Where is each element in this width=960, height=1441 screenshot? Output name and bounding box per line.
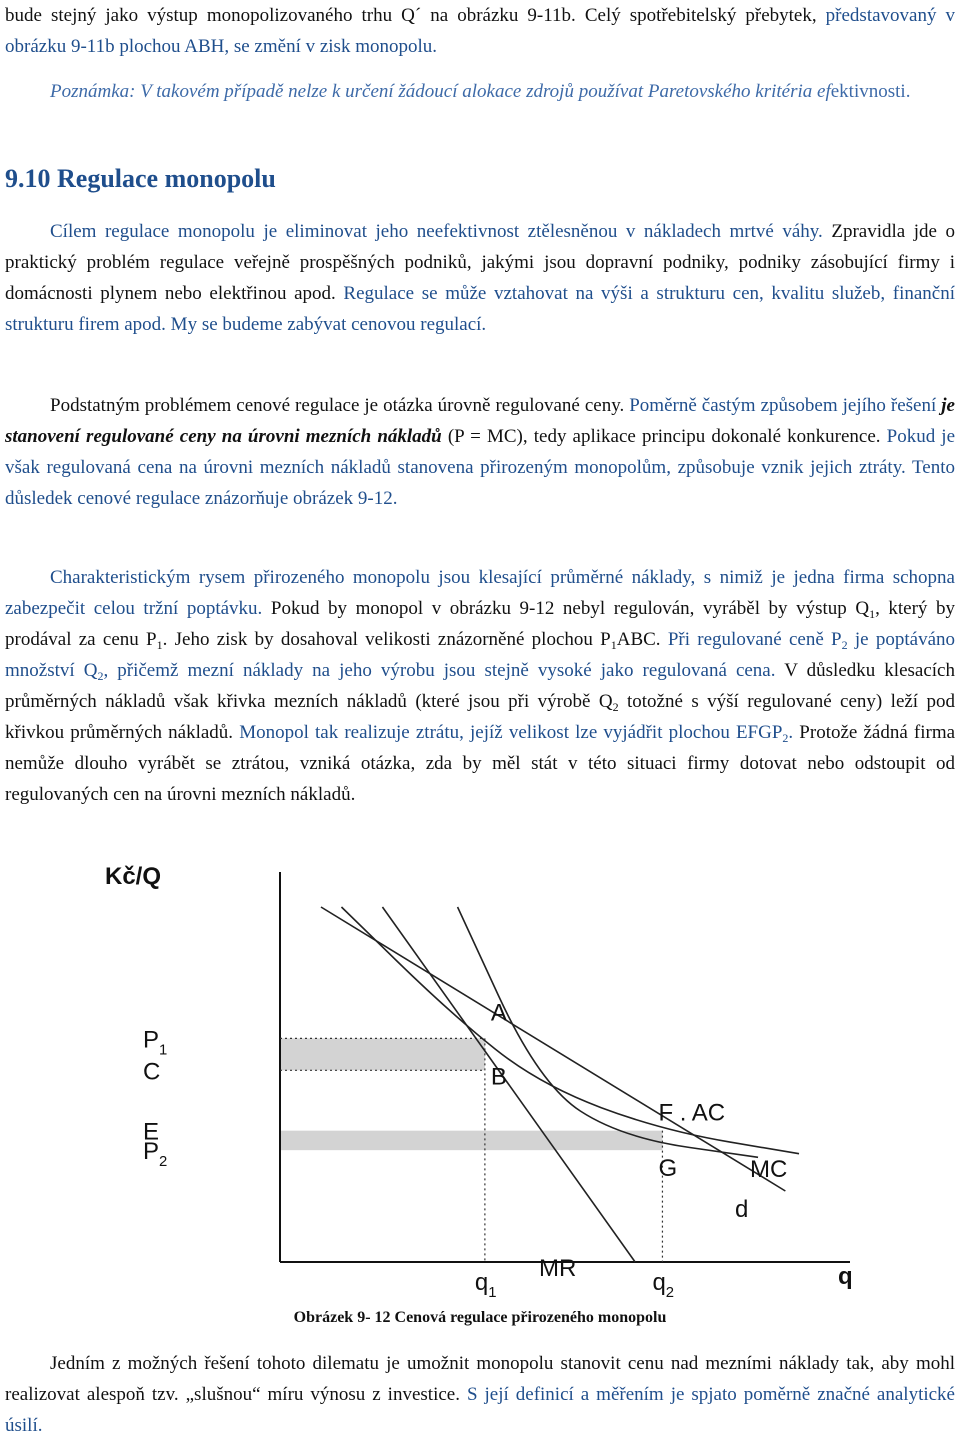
section-heading <box>5 162 276 196</box>
nm-s5: ABC. <box>616 629 661 650</box>
paragraph-solution <box>5 1348 955 1441</box>
pr-s4: Pokud je však regulovaná cena na úrovni mezních nákladů stanovena přirozeným monopolům, způsobuje vznik jejich ztráty. Tento důsledek cenové regulace znázorňuje obrázek 9-12. <box>5 426 956 509</box>
y-tick-e: E <box>143 1118 160 1146</box>
nm-sub6: 2 <box>612 700 619 714</box>
figure-caption: Obrázek 9- 12 Cenová regulace přirozeného monopolu <box>293 1309 667 1326</box>
nm-s13: Protože žádná firma nemůže dlouho vyrábět se ztrátou, vzniká otázka, zda by měl stát v této situaci firmy dotovat nebo odstoupit od regulovaných cen na úrovni mezních nákladů. <box>5 722 956 805</box>
top-paragraph-line2: představovaný v obrázku 9-11b plochou ABH, se změní v zisk monopolu. <box>5 5 956 57</box>
nm-s8: , přičemž mezní náklady na jeho výrobu jsou stejně vysoké jako regulovaná cena. <box>103 660 776 681</box>
curve-label-mc: MC <box>750 1156 788 1183</box>
top-paragraph <box>5 0 955 62</box>
point-label-3: G <box>658 1155 678 1183</box>
curve-label-mr: MR <box>539 1255 577 1282</box>
point-label-2: F . AC <box>658 1099 726 1127</box>
paragraph-goal-s2: Zpravidla jde o praktický problém regulace veřejně prospěšných podniků, jakými jsou dopravní podniky, podniky zásobující firmy i domácnosti plynem nebo elektřinou apod. <box>5 221 955 304</box>
nm-sub7: 2 <box>782 731 789 745</box>
paragraph-price-regulation <box>5 390 955 514</box>
nm-s11: Monopol tak realizuje ztrátu, jejíž velikost lze vyjádřit plochou EFGP <box>239 722 783 743</box>
pr-emphasis: je stanovení regulované ceny na úrovni mezních nákladů <box>5 395 955 447</box>
x-tick-q2: $q_2$ <box>652 1269 675 1301</box>
nm-sub3: 1 <box>610 638 617 652</box>
nm-s12: . <box>788 722 794 743</box>
curve-mr <box>382 907 635 1262</box>
x-tick-q1: $q_1$ <box>474 1269 497 1301</box>
nm-sub1: 1 <box>869 607 876 621</box>
y-axis-label: Kč/Q <box>105 863 162 890</box>
nm-s2: Pokud by monopol v obrázku 9-12 nebyl regulován, vyráběl by výstup Q <box>270 598 870 619</box>
x-axis-label: q <box>838 1263 853 1290</box>
nm-s3: , který by prodával za cenu P <box>5 598 956 650</box>
point-label-0: A <box>490 999 507 1027</box>
top-paragraph-line1: bude stejný jako výstup monopolizovaného trhu Q´ na obrázku 9-11b. Celý spotřebitelský přebytek, <box>5 5 817 26</box>
y-tick-c: C <box>143 1058 161 1086</box>
nm-sub4: 2 <box>841 638 848 652</box>
paragraph-goal-s3: Regulace se může vztahovat na výši a strukturu cen, kvalitu služeb, finanční strukturu firem apod. My se budeme zabývat cenovou regulací. <box>5 283 955 335</box>
nm-sub5: 2 <box>97 669 104 683</box>
pr-s1: Podstatným problémem cenové regulace je otázka úrovně regulované ceny. <box>50 395 625 416</box>
note-text-end: ektivnosti. <box>830 81 911 102</box>
note-text: Poznámka: V takovém případě nelze k určení žádoucí alokace zdrojů používat Paretovského kritéria ef <box>50 81 831 102</box>
section-number: 9.10 <box>5 164 51 193</box>
nm-s6: Při regulované ceně P <box>667 629 842 650</box>
profit-area-p1abc <box>280 1038 485 1070</box>
point-label-1: B <box>490 1063 507 1091</box>
nm-s1: Charakteristickým rysem přirozeného monopolu jsou klesající průměrné náklady, s nimiž je jedna firma schopna zabezpečit celou tržní poptávku. <box>5 567 955 619</box>
paragraph-natural-monopoly <box>5 562 955 810</box>
note-paragraph <box>5 76 955 107</box>
paragraph-goal <box>5 216 955 340</box>
y-tick-p2: $P_2$ <box>143 1138 168 1171</box>
pr-s2: Poměrně častým způsobem jejího řešení <box>629 395 937 416</box>
curve-label-d: d <box>735 1196 749 1223</box>
y-tick-p1: $P_1$ <box>143 1026 168 1059</box>
paragraph-goal-s1: Cílem regulace monopolu je eliminovat jeho neefektivnost ztělesněnou v nákladech mrtvé váhy. <box>50 221 823 242</box>
sol-s2: S její definicí a měřením je spjato poměrně značné analytické úsilí. <box>5 1384 955 1436</box>
nm-s10: totožné s výší regulované ceny) leží pod křivkou průměrných nákladů. <box>5 691 956 743</box>
nm-s4: . Jeho zisk by dosahoval velikosti znázorněné plochou P <box>162 629 611 650</box>
nm-s7: je poptáváno množství Q <box>5 629 955 681</box>
curve-ac <box>341 907 799 1154</box>
nm-sub2: 1 <box>156 638 163 652</box>
loss-area-efgp2 <box>280 1131 662 1151</box>
natural-monopoly-chart <box>95 852 855 1301</box>
sol-s1: Jedním z možných řešení tohoto dilematu je umožnit monopolu stanovit cenu nad mezními náklady tak, aby mohl realizovat alespoň tzv. „slušnou“ míru výnosu z investice. <box>5 1353 955 1405</box>
nm-s9: V důsledku klesacích průměrných nákladů však křivka mezních nákladů (které jsou při výrobě Q <box>5 660 955 712</box>
pr-s3: (P = MC), tedy aplikace principu dokonalé konkurence. <box>447 426 881 447</box>
section-title: Regulace monopolu <box>57 164 276 193</box>
